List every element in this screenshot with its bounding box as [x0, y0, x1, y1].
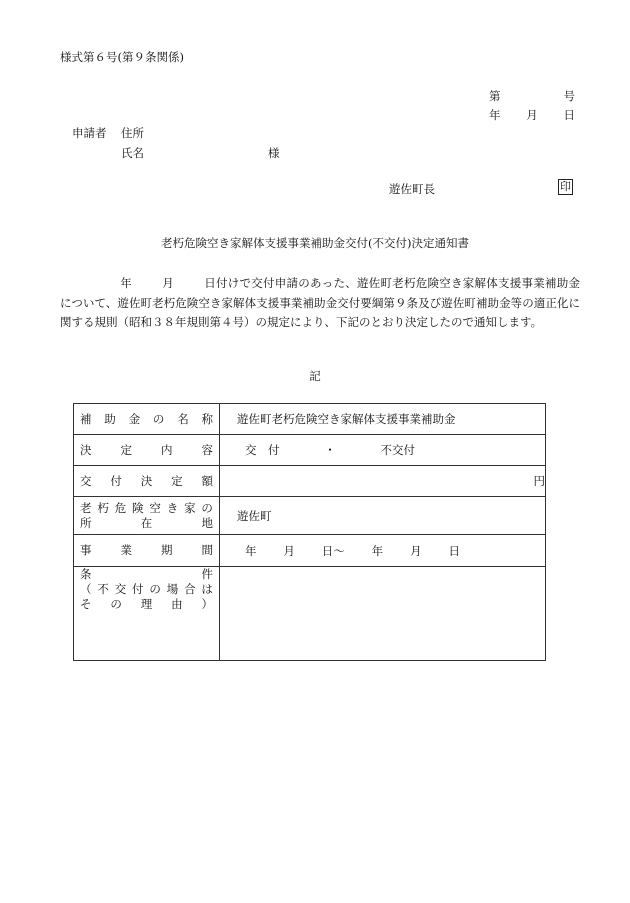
decision-value	[220, 435, 546, 466]
document-title: 老朽危険空き家解体支援事業補助金交付(不交付)決定通知書	[161, 236, 469, 250]
condition-value	[220, 567, 546, 661]
body-month: 月	[162, 276, 175, 290]
doc-number-prefix: 第	[489, 89, 501, 103]
amount-value: 円	[220, 466, 546, 497]
location-value: 遊佐町	[220, 497, 546, 535]
ki-marker: 記	[309, 369, 321, 383]
body-paragraph	[60, 274, 580, 333]
table-row	[74, 535, 546, 567]
location-label: 老 朽 危 険 空 き 家 の 所 在 地	[74, 497, 220, 535]
table-row	[74, 497, 546, 535]
body-year: 年	[120, 276, 133, 290]
subsidy-name-value: 遊佐町老朽危険空き家解体支援事業補助金	[220, 404, 546, 435]
decision-separator: ・	[324, 443, 336, 457]
date-day: 日	[563, 108, 575, 122]
period-value: 年 月 日～ 年 月 日	[220, 535, 546, 567]
table-row	[74, 567, 546, 661]
body-text: 日付けで交付申請のあった、遊佐町老朽危険空き家解体支援事業補助金について、遊佐町老朽危険空き家解体支援事業補助金交付要綱第９条及び遊佐町補助金等の適正化に関する規則（昭和３８年規則第４号）の規定により、下記のとおり決定したので通知します。	[60, 276, 581, 329]
decision-grant: 交 付	[245, 443, 280, 457]
subsidy-name-label: 補 助 金 の 名 称	[74, 404, 220, 435]
condition-label: 条 件 （ 不 交 付 の 場 合 は そ の 理 由 ）	[74, 567, 220, 661]
table-row	[74, 404, 546, 435]
document-date	[489, 108, 575, 122]
detail-table	[73, 403, 546, 661]
doc-number-suffix: 号	[563, 89, 575, 103]
date-month: 月	[526, 108, 538, 122]
seal-mark: 印	[560, 180, 571, 193]
address-label: 住所	[121, 126, 144, 140]
form-number: 様式第６号(第９条関係)	[60, 50, 184, 64]
decision-label: 決 定 内 容	[74, 435, 220, 466]
table-row	[74, 466, 546, 497]
amount-label: 交 付 決 定 額	[74, 466, 220, 497]
date-year: 年	[489, 108, 501, 122]
table-row	[74, 435, 546, 466]
name-label: 氏名	[121, 146, 144, 160]
sender-mayor: 遊佐町長	[389, 182, 435, 196]
period-label: 事 業 期 間	[74, 535, 220, 567]
decision-nogrant: 不交付	[380, 443, 415, 457]
honorific: 様	[268, 146, 280, 160]
applicant-label: 申請者	[72, 126, 107, 140]
document-number	[489, 89, 575, 103]
